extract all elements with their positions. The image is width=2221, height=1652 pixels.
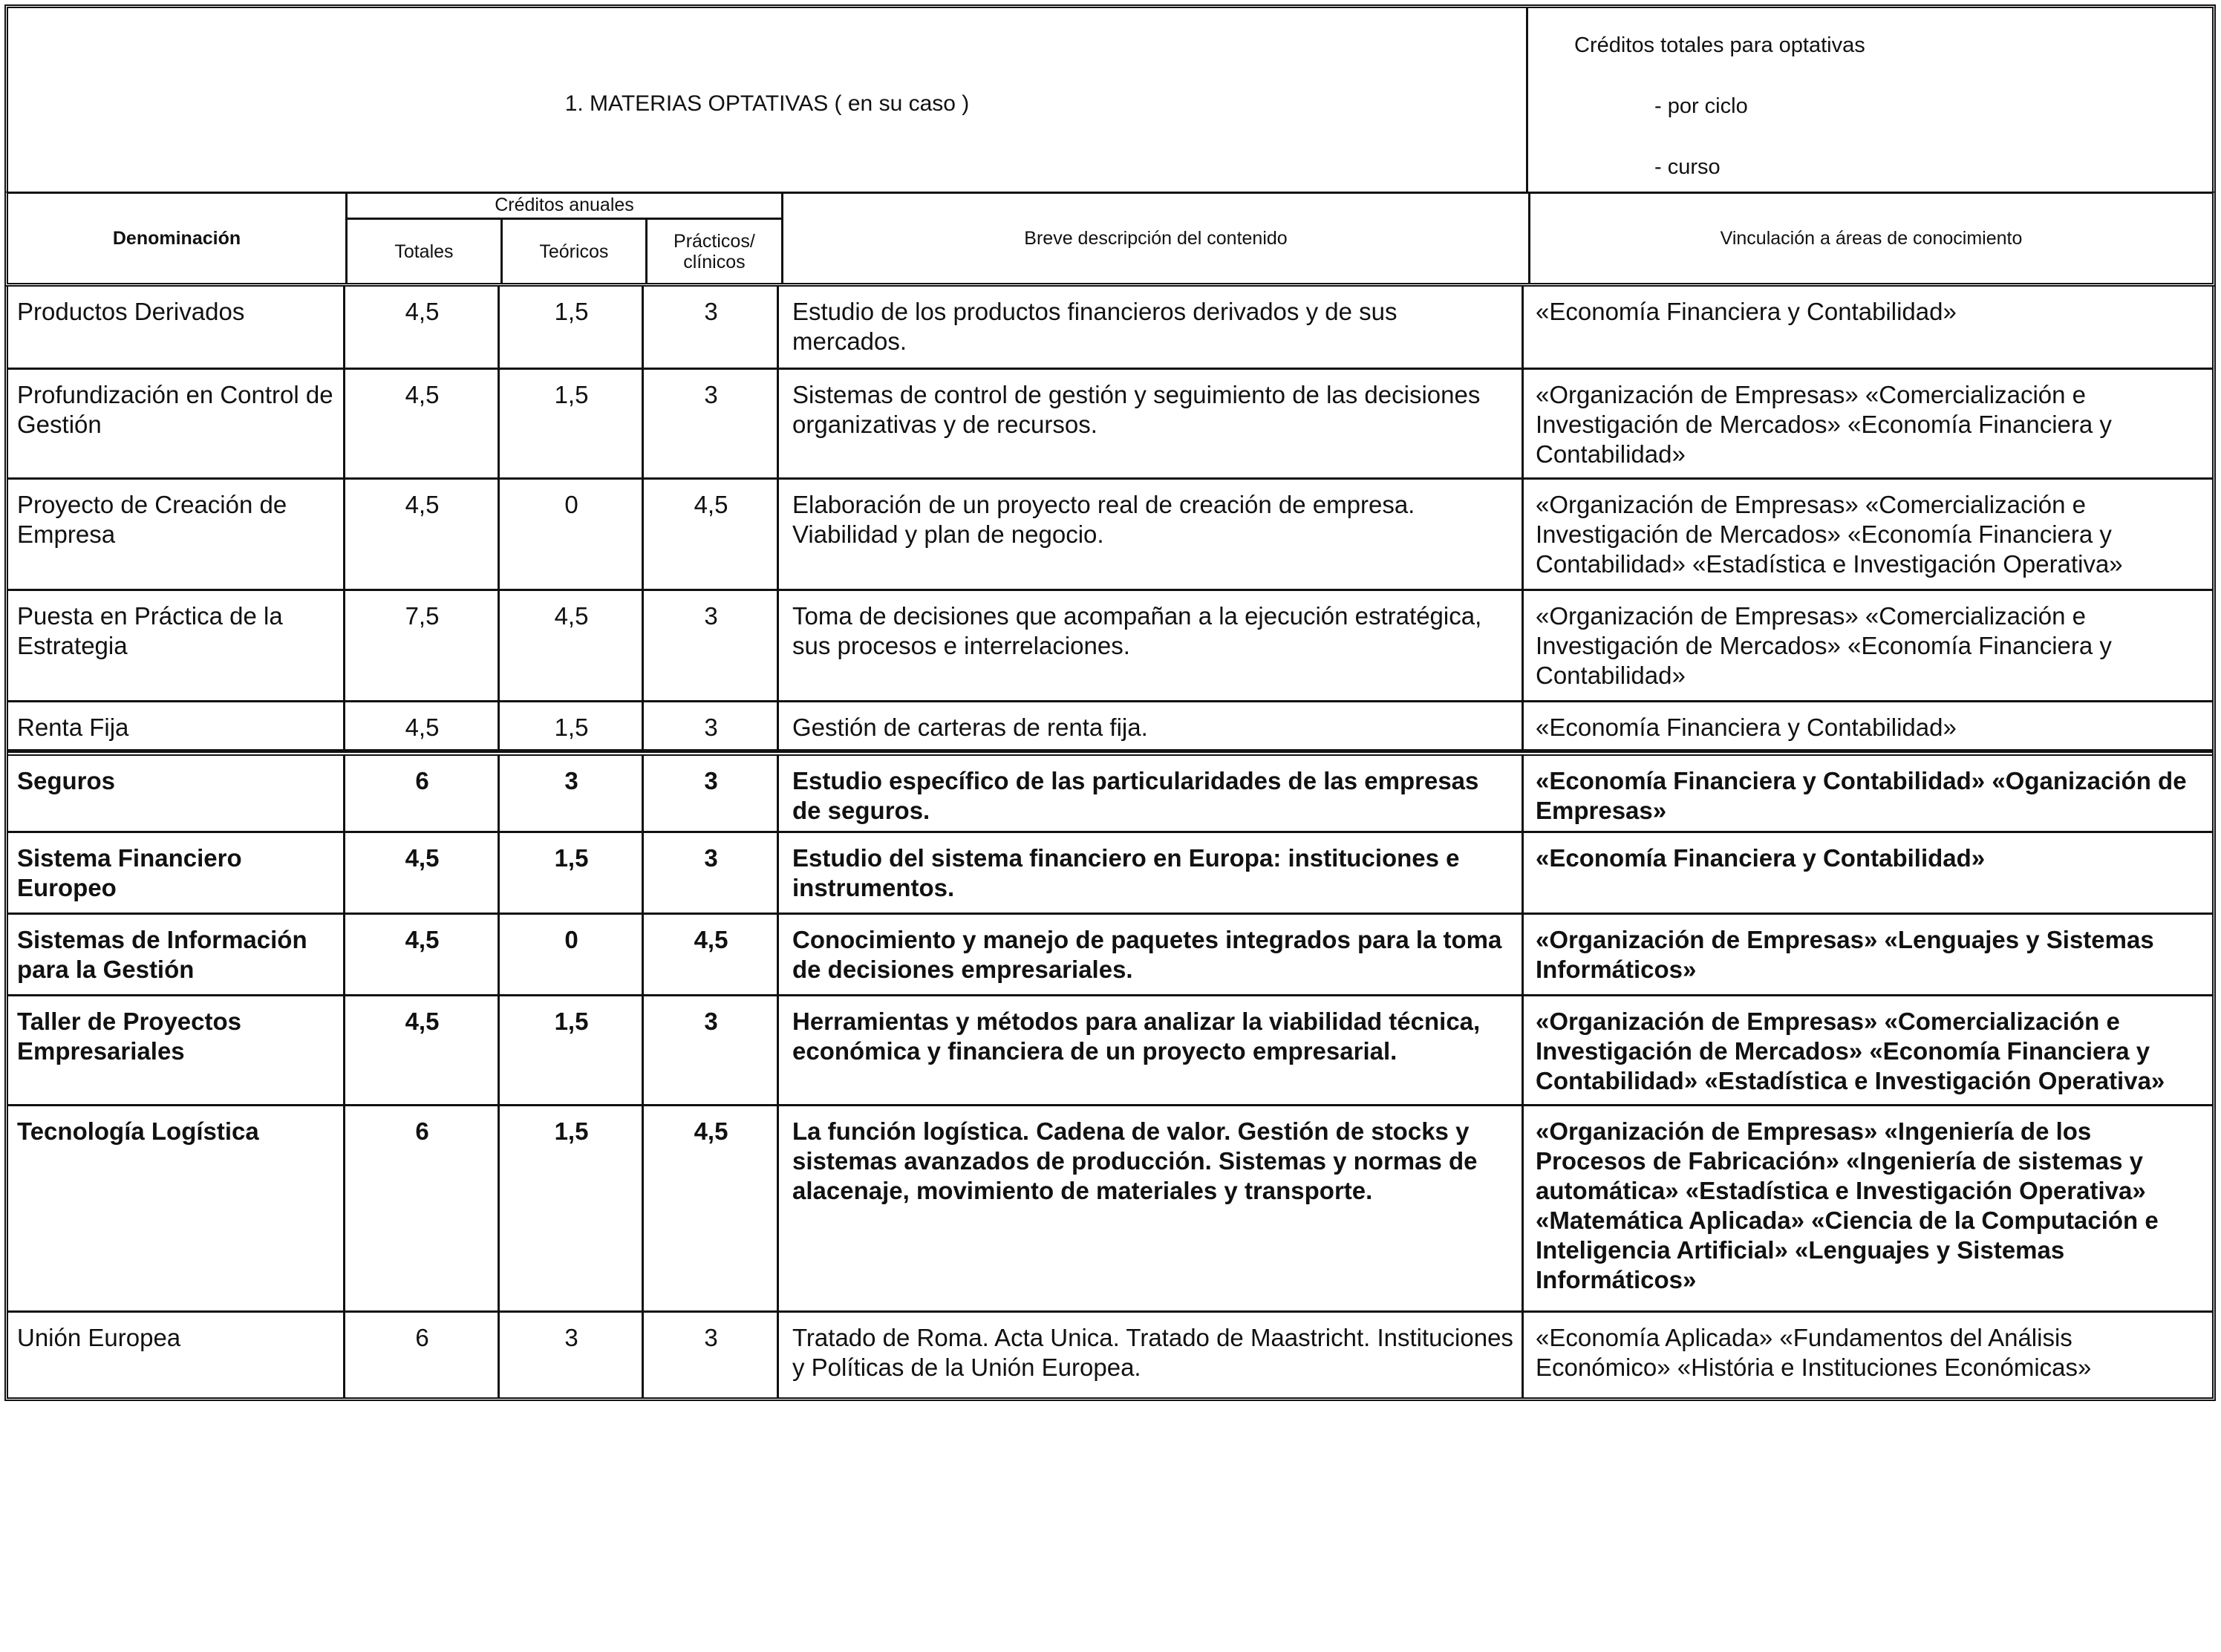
- row-descripcion: Estudio específico de las particularidades de las empresas de seguros.: [779, 756, 1524, 831]
- row-vinculacion: «Organización de Empresas» «Lenguajes y Sistemas Informáticos»: [1536, 926, 2154, 983]
- table-row: [8, 1106, 2212, 1313]
- row-practicos: 4,5: [644, 480, 779, 589]
- row-denominacion: Proyecto de Creación de Empresa: [8, 480, 345, 589]
- row-descripcion: Herramientas y métodos para analizar la viabilidad técnica, económica y financiera de un proyecto empresarial.: [779, 996, 1524, 1104]
- row-totales: 4,5: [345, 287, 500, 368]
- row-descripcion: La función logística. Cadena de valor. Gestión de stocks y sistemas avanzados de producción. Sistemas y normas de alacenaje, movimiento de materiales y transporte.: [779, 1106, 1524, 1310]
- table-row: [8, 751, 2212, 833]
- header-title-cell: [8, 8, 1528, 192]
- row-practicos: 4,5: [644, 915, 779, 994]
- row-descripcion: Elaboración de un proyecto real de creación de empresa. Viabilidad y plan de negocio.: [779, 480, 1524, 589]
- col-totales: Totales: [348, 220, 503, 283]
- table-row: [8, 702, 2212, 751]
- row-vinculacion: «Economía Financiera y Contabilidad»: [1536, 844, 1986, 872]
- row-denominacion: Unión Europea: [8, 1313, 345, 1397]
- col-teoricos: Teóricos: [503, 220, 648, 283]
- row-practicos: 3: [644, 702, 779, 749]
- table-row: [8, 370, 2212, 480]
- row-practicos: 3: [644, 370, 779, 477]
- row-descripcion: Sistemas de control de gestión y seguimiento de las decisiones organizativas y de recursos.: [779, 370, 1524, 477]
- row-totales: 4,5: [345, 833, 500, 912]
- document-page: [4, 4, 2216, 1401]
- col-creditos-group: [348, 194, 783, 283]
- col-vinculacion: Vinculación a áreas de conocimiento: [1720, 227, 2023, 249]
- row-denominacion: Taller de Proyectos Empresariales: [8, 996, 345, 1104]
- row-denominacion: Puesta en Práctica de la Estrategia: [8, 591, 345, 700]
- col-creditos-sub: [348, 220, 781, 283]
- row-teoricos: 3: [500, 756, 644, 831]
- row-vinculacion: «Organización de Empresas» «Comercialización e Investigación de Mercados» «Economía Financiera y Contabilidad» «Estadística e Investigación Operativa»: [1536, 491, 2123, 578]
- row-totales: 6: [345, 1313, 500, 1397]
- row-teoricos: 3: [500, 1313, 644, 1397]
- row-vinculacion: «Economía Financiera y Contabilidad»: [1536, 714, 1957, 741]
- table-row: [8, 1313, 2212, 1397]
- row-totales: 4,5: [345, 702, 500, 749]
- header-credits-cell: [1528, 8, 2212, 192]
- col-creditos-anuales: Créditos anuales: [348, 194, 781, 220]
- row-teoricos: 1,5: [500, 1106, 644, 1310]
- table-row: [8, 996, 2212, 1106]
- row-totales: 4,5: [345, 370, 500, 477]
- row-teoricos: 1,5: [500, 370, 644, 477]
- row-vinculacion: «Organización de Empresas» «Comercialización e Investigación de Mercados» «Economía Financiera y Contabilidad» «Estadística e Investigación Operativa»: [1536, 1008, 2165, 1094]
- row-totales: 6: [345, 756, 500, 831]
- table-body: [4, 287, 2216, 1401]
- credits-per-cycle-label: - por ciclo: [1654, 94, 1748, 118]
- row-denominacion: Sistema Financiero Europeo: [8, 833, 345, 912]
- row-vinculacion: «Economía Financiera y Contabilidad» «Oganización de Empresas»: [1536, 767, 2187, 824]
- row-practicos: 3: [644, 996, 779, 1104]
- row-teoricos: 1,5: [500, 287, 644, 368]
- row-teoricos: 1,5: [500, 702, 644, 749]
- row-teoricos: 0: [500, 480, 644, 589]
- row-practicos: 3: [644, 756, 779, 831]
- row-descripcion: Toma de decisiones que acompañan a la ejecución estratégica, sus procesos e interrelaciones.: [779, 591, 1524, 700]
- row-vinculacion: «Organización de Empresas» «Comercialización e Investigación de Mercados» «Economía Financiera y Contabilidad»: [1536, 602, 2112, 689]
- row-teoricos: 4,5: [500, 591, 644, 700]
- credits-per-course-label: - curso: [1654, 155, 1721, 179]
- row-totales: 6: [345, 1106, 500, 1310]
- row-totales: 4,5: [345, 480, 500, 589]
- row-practicos: 4,5: [644, 1106, 779, 1310]
- table-row: [8, 480, 2212, 591]
- col-descripcion: Breve descripción del contenido: [783, 194, 1530, 283]
- row-vinculacion: «Organización de Empresas» «Comercialización e Investigación de Mercados» «Economía Financiera y Contabilidad»: [1536, 381, 2112, 468]
- col-practicos: Prácticos/ clínicos: [674, 230, 755, 272]
- row-teoricos: 1,5: [500, 996, 644, 1104]
- row-practicos: 3: [644, 1313, 779, 1397]
- row-totales: 4,5: [345, 996, 500, 1104]
- column-header-row: [4, 192, 2216, 287]
- section-title: 1. MATERIAS OPTATIVAS ( en su caso ): [564, 91, 970, 116]
- row-totales: 4,5: [345, 915, 500, 994]
- table-header-box: [4, 4, 2216, 192]
- table-row: [8, 833, 2212, 915]
- row-practicos: 3: [644, 591, 779, 700]
- row-denominacion: Seguros: [8, 756, 345, 831]
- row-totales: 7,5: [345, 591, 500, 700]
- row-denominacion: Productos Derivados: [8, 287, 345, 368]
- row-denominacion: Profundización en Control de Gestión: [8, 370, 345, 477]
- row-descripcion: Gestión de carteras de renta fija.: [779, 702, 1524, 749]
- table-row: [8, 591, 2212, 702]
- col-denominacion: Denominación: [8, 194, 348, 283]
- row-teoricos: 0: [500, 915, 644, 994]
- row-descripcion: Estudio de los productos financieros derivados y de sus mercados.: [779, 287, 1524, 368]
- row-practicos: 3: [644, 833, 779, 912]
- row-descripcion: Tratado de Roma. Acta Unica. Tratado de Maastricht. Instituciones y Políticas de la Unión Europea.: [779, 1313, 1524, 1397]
- credits-total-label: Créditos totales para optativas: [1574, 33, 1865, 57]
- table-row: [8, 915, 2212, 996]
- row-vinculacion: «Economía Financiera y Contabilidad»: [1536, 298, 1957, 325]
- row-practicos: 3: [644, 287, 779, 368]
- row-descripcion: Conocimiento y manejo de paquetes integrados para la toma de decisiones empresariales.: [779, 915, 1524, 994]
- table-row: [8, 287, 2212, 370]
- row-denominacion: Sistemas de Información para la Gestión: [8, 915, 345, 994]
- row-descripcion: Estudio del sistema financiero en Europa: instituciones e instrumentos.: [779, 833, 1524, 912]
- row-vinculacion: «Organización de Empresas» «Ingeniería de los Procesos de Fabricación» «Ingeniería de sistemas y automática» «Estadística e Investigación Operativa» «Matemática Aplicada» «Ciencia de la Computación e Inteligencia Artificial» «Lenguajes y Sistemas Informáticos»: [1536, 1117, 2159, 1293]
- row-denominacion: Renta Fija: [8, 702, 345, 749]
- row-teoricos: 1,5: [500, 833, 644, 912]
- row-denominacion: Tecnología Logística: [8, 1106, 345, 1310]
- row-vinculacion: «Economía Aplicada» «Fundamentos del Análisis Económico» «História e Instituciones Económicas»: [1536, 1324, 2092, 1381]
